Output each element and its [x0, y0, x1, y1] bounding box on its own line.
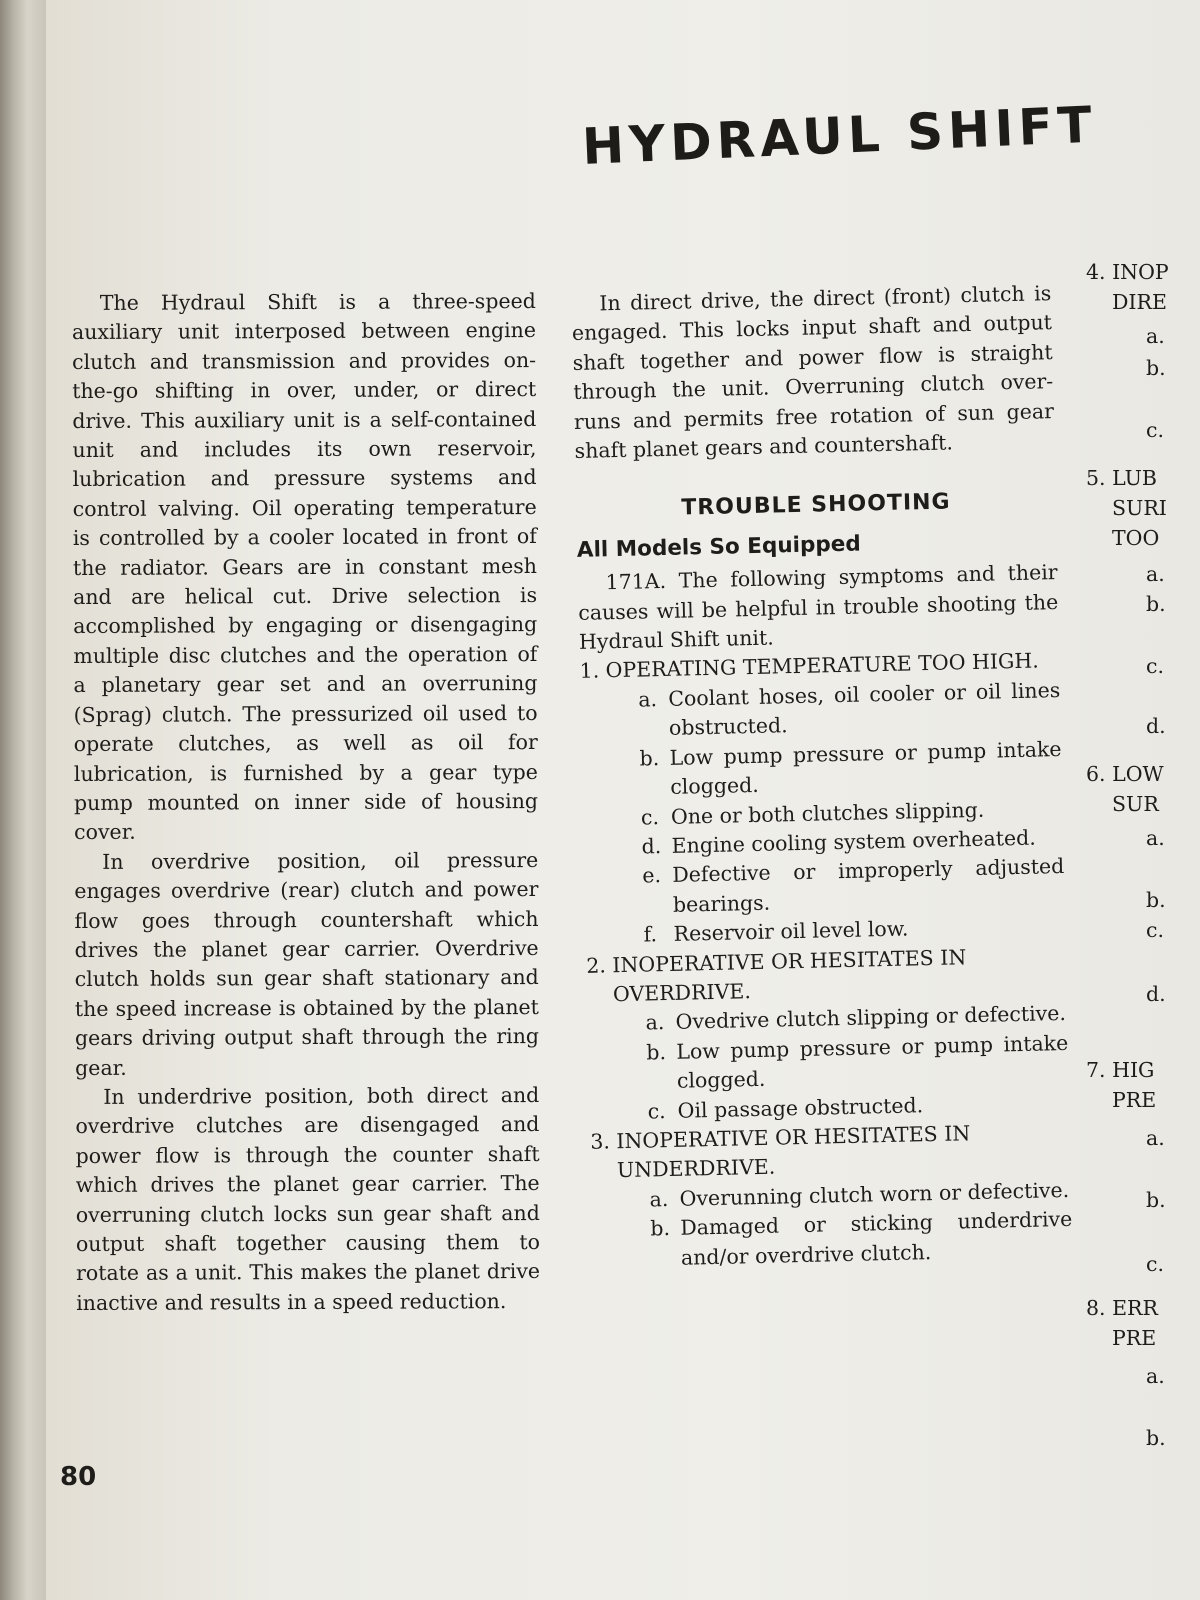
- cause-text: Overunning clutch worn or defective.: [679, 1177, 1070, 1211]
- underdrive-paragraph: In underdrive position, both direct and overdrive clutches are disengaged and power flow is through the counter shaft which drives the planet gear carrier. The overruning clutch locks sun gear shaft and output shaft together causing them to rotate as a unit. This makes the planet drive inactive and results in a speed reduction.: [75, 1082, 541, 1315]
- fragment-letter: a.: [1146, 562, 1165, 586]
- cause-letter: b.: [650, 1216, 671, 1241]
- models-subheading: All Models So Equipped: [576, 531, 862, 563]
- symptom-number: 3.: [590, 1129, 611, 1154]
- page-title: HYDRAUL SHIFT: [581, 95, 1098, 176]
- trouble-shooting-heading: TROUBLE SHOOTING: [681, 489, 951, 521]
- fragment-letter: c.: [1146, 654, 1164, 678]
- symptom-title: INOPERATIVE OR HESITATES IN OVERDRIVE.: [612, 944, 967, 1007]
- cause-letter: c.: [640, 804, 660, 830]
- middle-column: [571, 279, 1073, 1275]
- cause-list: [613, 999, 1070, 1127]
- cause-text: Low pump pressure or pump intake clogged.: [676, 1030, 1069, 1093]
- cause-text: Defective or improperly adjusted bearings.: [672, 854, 1065, 917]
- cause-item: [642, 852, 1065, 920]
- cause-letter: a.: [638, 687, 658, 712]
- fragment-letter: c.: [1146, 918, 1164, 942]
- fragment-letter: d.: [1146, 714, 1166, 738]
- fragment-line: TOO: [1112, 526, 1160, 550]
- fragment-letter: b.: [1146, 888, 1166, 912]
- symptom-title: INOPERATIVE OR HESITATES IN UNDERDRIVE.: [616, 1121, 971, 1183]
- cause-text: Coolant hoses, oil cooler or oil lines obstructed.: [668, 677, 1061, 741]
- book-page: [46, 0, 1200, 1600]
- cause-text: Damaged or sticking underdrive and/or overdrive clutch.: [680, 1207, 1073, 1270]
- fragment-line: PRE: [1112, 1326, 1157, 1350]
- left-column: [72, 287, 540, 1318]
- symptom-title: OPERATING TEMPERATURE TOO HIGH.: [605, 648, 1040, 683]
- cause-list: [617, 1176, 1073, 1274]
- fragment-symptom-6: 6. LOW: [1086, 762, 1164, 786]
- fragment-line: SUR: [1112, 792, 1159, 816]
- overdrive-paragraph: In overdrive position, oil pressure engages overdrive (rear) clutch and power flow goes through countershaft which drives the planet gear carrier. Overdrive clutch holds sun gear shaft stationary and the speed increase is obtained by the planet gears driving output shaft through the ring gear.: [74, 847, 540, 1080]
- fragment-letter: b.: [1146, 1426, 1166, 1450]
- cause-letter: c.: [647, 1098, 666, 1124]
- fragment-letter: a.: [1146, 1364, 1165, 1388]
- trouble-shooting-lead: 171A. The following symptoms and their causes will be helpful in trouble shooting the Hydraul Shift unit.: [578, 560, 1059, 654]
- symptom-item: [579, 646, 1066, 951]
- cause-text: Ovedrive clutch slipping or defective.: [675, 1001, 1067, 1035]
- symptom-item: [586, 940, 1070, 1127]
- fragment-letter: a.: [1146, 1126, 1165, 1150]
- cause-letter: e.: [642, 863, 662, 888]
- fragment-letter: d.: [1146, 982, 1166, 1006]
- cause-text: Engine cooling system overheated.: [671, 825, 1037, 858]
- fragment-letter: b.: [1146, 1188, 1166, 1212]
- fragment-line: DIRE: [1112, 290, 1167, 314]
- cause-text: Low pump pressure or pump intake clogged.: [669, 736, 1062, 799]
- cause-text: Reservoir oil level low.: [673, 916, 909, 946]
- cause-item: [639, 735, 1062, 803]
- cause-letter: a.: [645, 1010, 665, 1035]
- fragment-symptom-8: 8. ERR: [1086, 1296, 1158, 1320]
- cause-letter: b.: [646, 1039, 667, 1065]
- fragment-line: PRE: [1112, 1088, 1157, 1112]
- fragment-letter: a.: [1146, 324, 1165, 348]
- cause-item: [638, 676, 1061, 744]
- book-page-edge: [0, 0, 46, 1600]
- cause-letter: f.: [643, 922, 658, 947]
- fragment-letter: c.: [1146, 1252, 1164, 1276]
- direct-drive-paragraph: In direct drive, the direct (front) clutch is engaged. This locks input shaft and output shaft together and power flow is straight through the unit. Overruning clutch over-runs and permits free rotation of sun gear shaft planet gears and countershaft.: [571, 281, 1055, 463]
- cause-letter: d.: [641, 834, 662, 859]
- cause-list: [606, 676, 1066, 951]
- cause-item: [646, 1029, 1069, 1097]
- page-number: 80: [60, 1462, 97, 1492]
- fragment-symptom-7: 7. HIG: [1086, 1058, 1155, 1082]
- fragment-symptom-5: 5. LUB: [1086, 466, 1157, 490]
- symptom-number: 1.: [579, 658, 600, 684]
- intro-paragraph: The Hydraul Shift is a three-speed auxiliary unit interposed between engine clutch and transmission and provides on-the-go shifting in over, under, or direct drive. This auxiliary unit is a self-contained unit and includes its own reservoir, lubrication and pressure systems and control valving. Oil operating temperature is controlled by a cooler located in front of the radiator. Gears are in constant mesh and are helical cut. Drive selection is accomplished by engaging or disengaging multiple disc clutches and the operation of a planetary gear set and an overruning (Sprag) clutch. The pressurized oil used to operate clutches, as well as oil for lubrication, is furnished by a gear type pump mounted on inner side of housing cover.: [71, 288, 539, 845]
- symptom-number: 2.: [586, 952, 607, 978]
- cause-text: One or both clutches slipping.: [670, 797, 985, 829]
- cause-letter: a.: [649, 1186, 669, 1212]
- fragment-line: SURI: [1112, 496, 1167, 520]
- symptom-list: [579, 646, 1073, 1274]
- cause-letter: b.: [639, 745, 660, 771]
- fragment-letter: b.: [1146, 592, 1166, 616]
- symptom-item: [590, 1117, 1073, 1275]
- cause-text: Oil passage obstructed.: [677, 1092, 924, 1123]
- fragment-symptom-4: 4. INOP: [1086, 260, 1169, 284]
- fragment-letter: c.: [1146, 418, 1164, 442]
- fragment-letter: a.: [1146, 826, 1165, 850]
- fragment-letter: b.: [1146, 356, 1166, 380]
- cause-item: [650, 1205, 1073, 1273]
